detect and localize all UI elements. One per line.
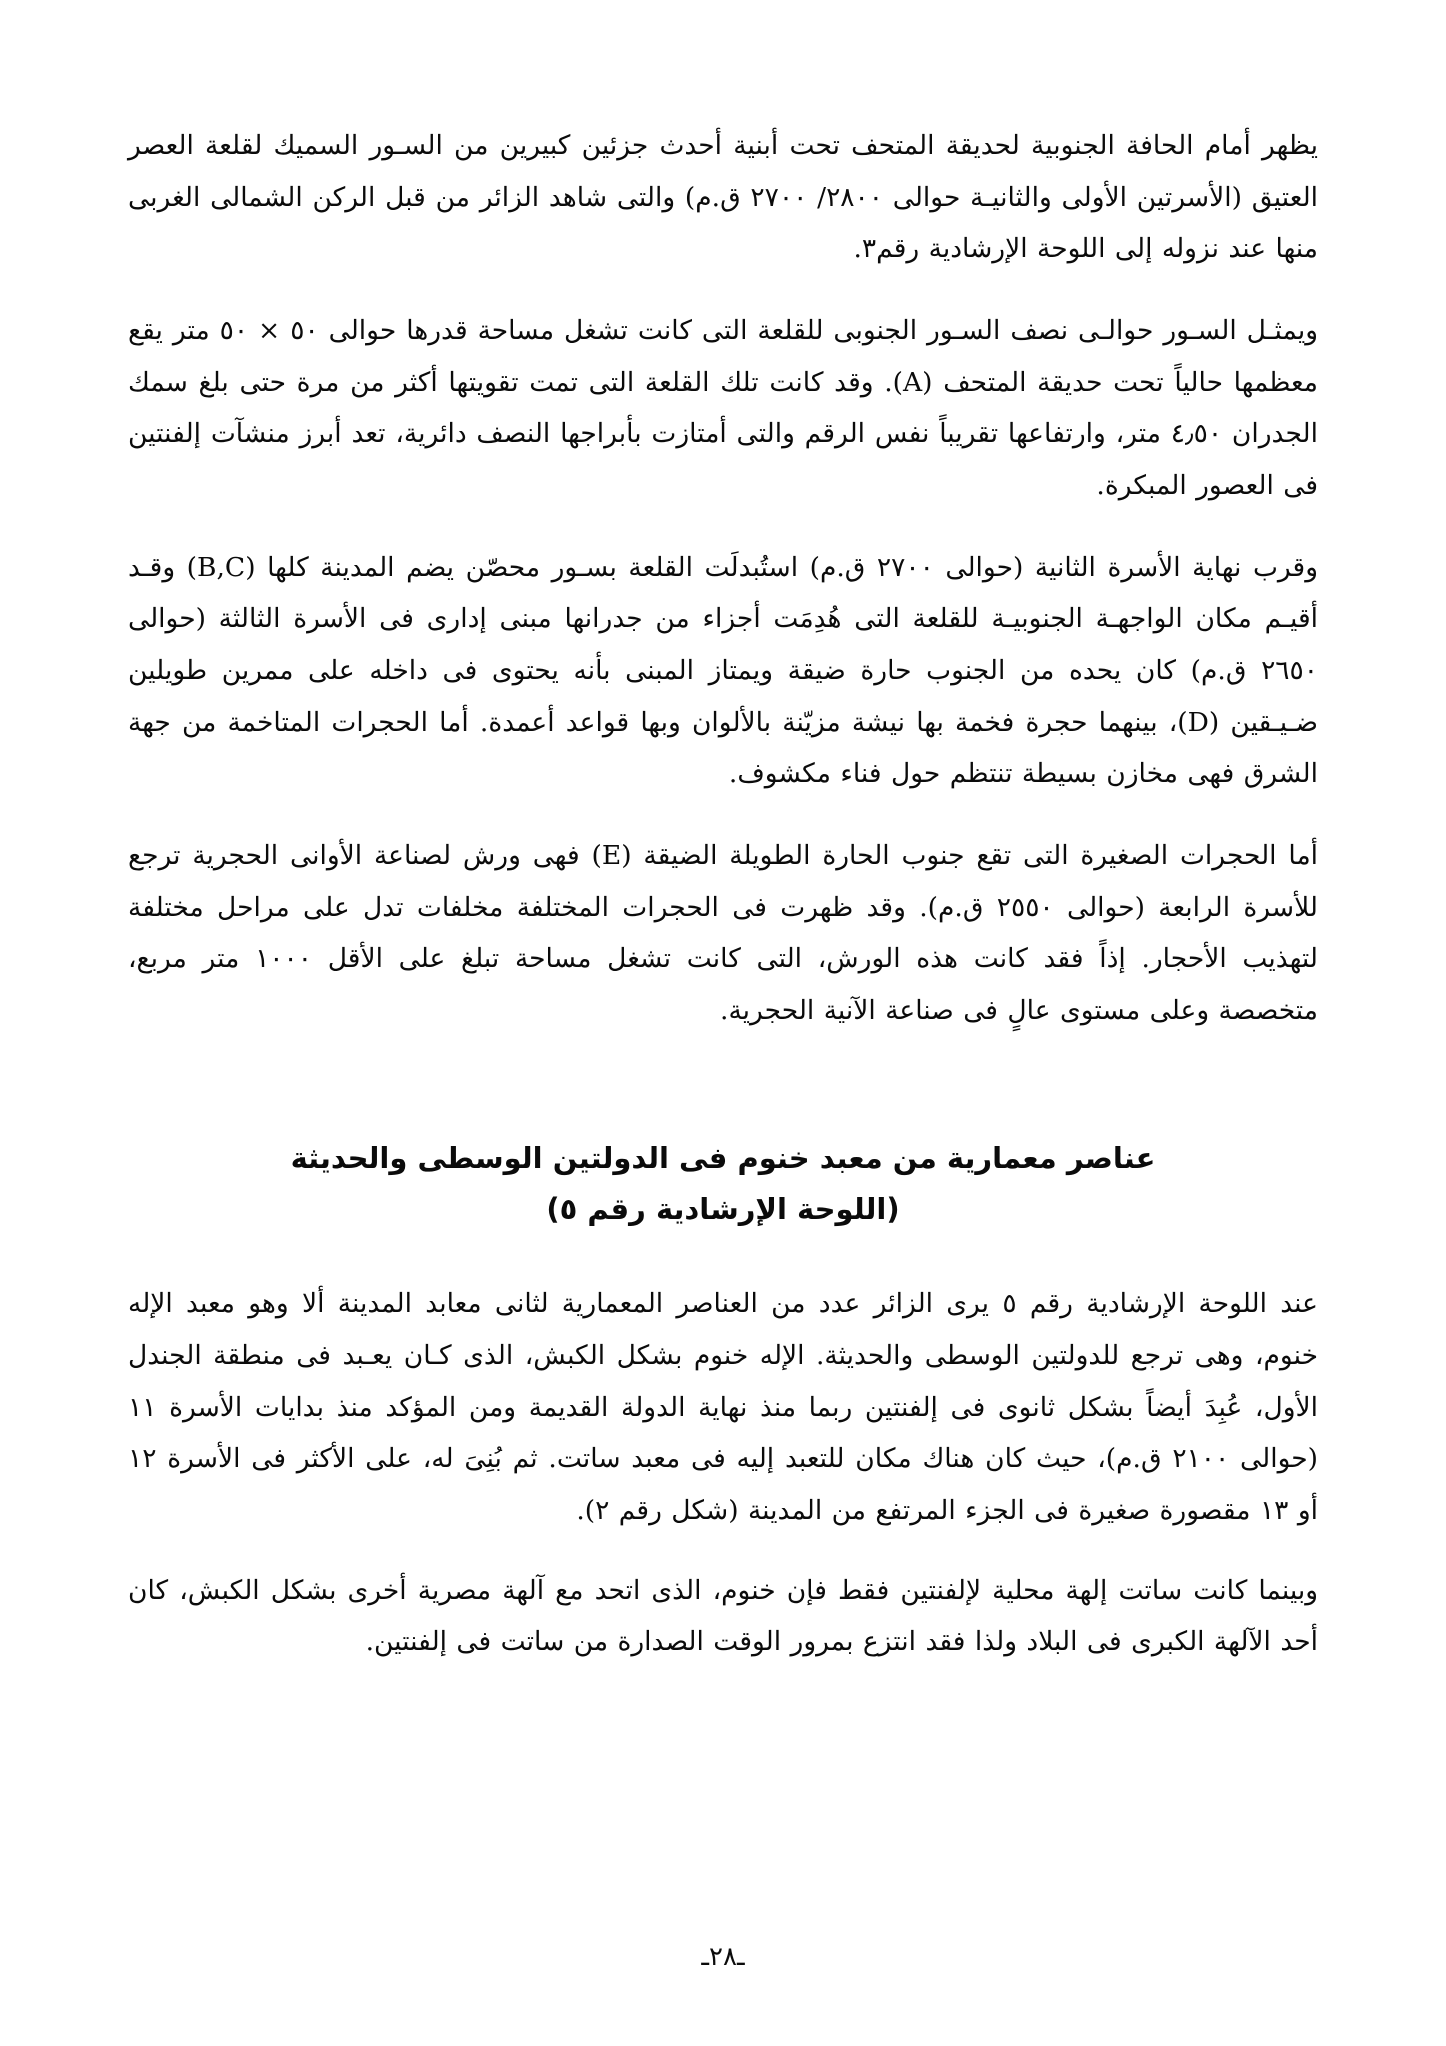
page-number: ـ٢٨ـ <box>701 1942 745 1972</box>
paragraph-3: وقرب نهاية الأسرة الثانية (حوالى ٢٧٠٠ ق.م) استُبدلَت القلعة بسـور محصّن يضم المدينة كلها (B,C) وقـد أقيـم مكان الواجهـة الجنوبيـة للقلعة التى هُدِمَت أجزاء من جدرانها مبنى إدارى فى الأسرة الثالثة (حوالى ٢٦٥٠ ق.م) كان يحده من الجنوب حارة ضيقة ويمتاز المبنى بأنه يحتوى فى داخله على ممرين طويلين ضـيـقين (D)، بينهما حجرة فخمة بها نيشة مزيّنة بالألوان وبها قواعد أعمدة. أما الحجرات المتاخمة من جهة الشرق فهى مخازن بسيطة تنتظم حول فناء مكشوف. <box>128 551 1318 790</box>
paragraph-4: أما الحجرات الصغيرة التى تقع جنوب الحارة الطويلة الضيقة (E) فهى ورش لصناعة الأوانى الحجرية ترجع للأسرة الرابعة (حوالى ٢٥٥٠ ق.م). وقد ظهرت فى الحجرات المختلفة مخلفات تدل على مراحل مختلفة لتهذيب الأحجار. إذاً فقد كانت هذه الورش، التى كانت تشغل مساحة تبلغ على الأقل ١٠٠٠ متر مربع، متخصصة وعلى مستوى عالٍ فى صناعة الآنية الحجرية. <box>128 840 1319 1027</box>
section-paragraph-1: عند اللوحة الإرشادية رقم ٥ يرى الزائر عدد من العناصر المعمارية لثانى معابد المدينة ألا وهو معبد الإله خنوم، وهى ترجع للدولتين الوسطى والحديثة. الإله خنوم بشكل الكبش، الذى كـان يعـبد فى منطقة الجندل الأول، عُبِدَ أيضاً بشكل ثانوى فى إلفنتين ربما منذ نهاية الدولة القديمة ومن المؤكد منذ بدايات الأسرة ١١ (حوالى ٢١٠٠ ق.م)، حيث كان هناك مكان للتعبد إليه فى معبد ساتت. ثم بُنِىَ له، على الأكثر فى الأسرة ١٢ أو ١٣ مقصورة صغيرة فى الجزء المرتفع من المدينة (شكل رقم ٢). <box>128 1288 1318 1526</box>
section-paragraph-2: وبينما كانت ساتت إلهة محلية لإلفنتين فقط فإن خنوم، الذى اتحد مع آلهة مصرية أخرى بشكل الكبش، كان أحد الآلهة الكبرى فى البلاد ولذا فقد انتزع بمرور الوقت الصدارة من ساتت فى إلفنتين. <box>128 1574 1318 1658</box>
intro-section <box>128 120 1318 1037</box>
paragraph-1: يظهر أمام الحافة الجنوبية لحديقة المتحف تحت أبنية أحدث جزئين كبيرين من السـور السميك لقلعة العصر العتيق (الأسرتين الأولى والثانيـة حوالى ٢٨٠٠/ ٢٧٠٠ ق.م) والتى شاهد الزائر من قبل الركن الشمالى الغربى منها عند نزوله إلى اللوحة الإرشادية رقم٣. <box>128 130 1319 265</box>
section-heading <box>128 1133 1318 1235</box>
section-heading-line-1: عناصر معمارية من معبد خنوم فى الدولتين الوسطى والحديثة <box>290 1140 1156 1175</box>
khnum-section <box>128 1278 1318 1668</box>
paragraph-2: ويمثـل السـور حوالـى نصف السـور الجنوبى للقلعة التى كانت تشغل مساحة قدرها حوالى ٥٠ × ٥٠ متر يقع معظمها حالياً تحت حديقة المتحف (A). وقد كانت تلك القلعة التى تمت تقويتها أكثر من مرة حتى بلغ سمك الجدران ٤٫٥٠ متر، وارتفاعها تقريباً نفس الرقم والتى أمتازت بأبراجها النصف دائرية، تعد أبرز منشآت إلفنتين فى العصور المبكرة. <box>128 315 1318 502</box>
section-heading-line-2: (اللوحة الإرشادية رقم ٥) <box>546 1191 900 1226</box>
